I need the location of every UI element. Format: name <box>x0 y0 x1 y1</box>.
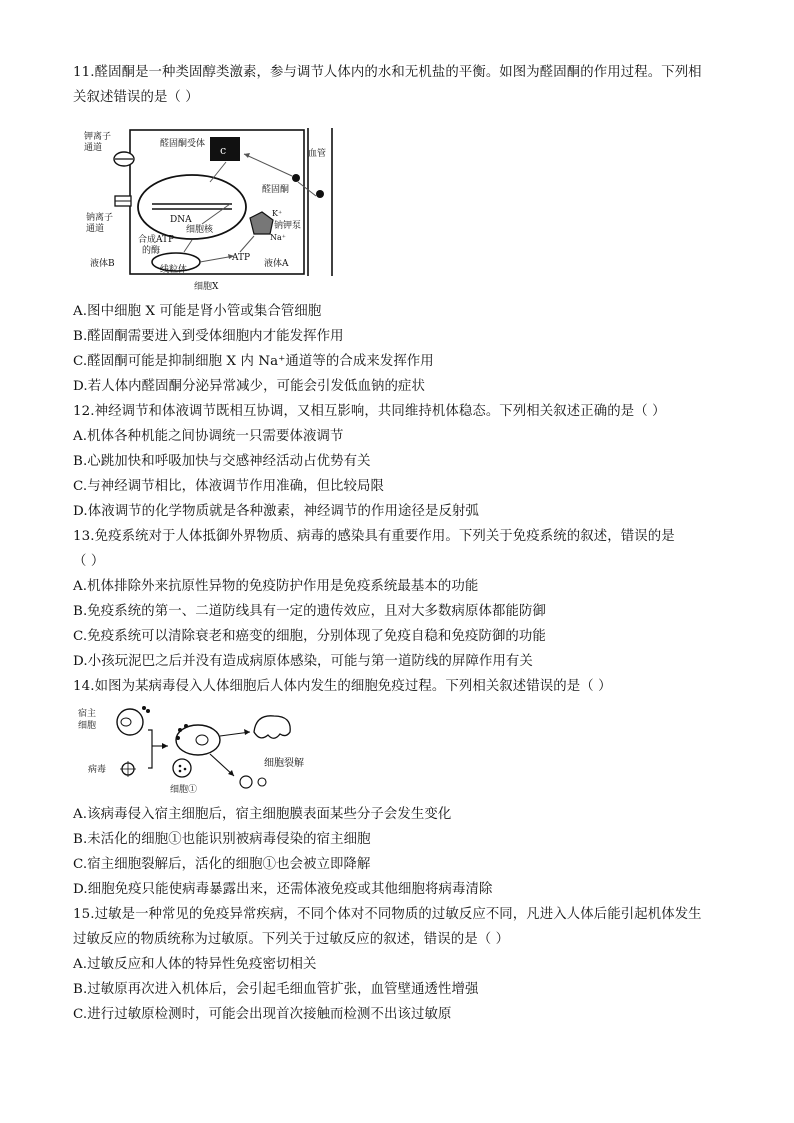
label-k-ion: K⁺ <box>272 209 283 218</box>
label-atp: ATP <box>232 253 251 263</box>
label-k-channel-2: 通道 <box>84 143 103 153</box>
infected-cell-icon <box>176 725 220 755</box>
q11-option-b: B.醛固酮需要进入到受体细胞内才能发挥作用 <box>73 329 344 344</box>
q13-option-a: A.机体排除外来抗原性异物的免疫防护作用是免疫系统最基本的功能 <box>73 579 479 594</box>
q15-option-a: A.过敏反应和人体的特异性免疫密切相关 <box>73 957 317 972</box>
label-fluid-a: 液体A <box>264 259 289 269</box>
q11-option-c: C.醛固酮可能是抑制细胞 X 内 Na⁺通道等的合成来发挥作用 <box>73 354 434 369</box>
cell-immunity-figure <box>76 702 326 798</box>
q11-stem-line1: 11.醛固酮是一种类固醇类激素，参与调节人体内的水和无机盐的平衡。如图为醛固酮的作用过程。下列相 <box>73 65 702 80</box>
label-receptor: 醛固酮受体 <box>160 139 206 149</box>
label-aldosterone: 醛固酮 <box>262 185 290 195</box>
aldosterone-figure <box>82 124 346 294</box>
q14-option-b: B.未活化的细胞①也能识别被病毒侵染的宿主细胞 <box>73 832 371 847</box>
lysed-cell-icon <box>254 716 290 738</box>
label-pump: 钠钾泵 <box>274 221 302 231</box>
label-na-channel: 钠离子 <box>86 213 114 223</box>
q13-stem-line2: （ ） <box>73 554 105 569</box>
q13-option-c: C.免疫系统可以清除衰老和癌变的细胞，分别体现了免疫自稳和免疫防御的功能 <box>73 629 546 644</box>
q12-option-c: C.与神经调节相比，体液调节作用准确，但比较局限 <box>73 479 385 494</box>
q15-stem-line2: 过敏反应的物质统称为过敏原。下列关于过敏反应的叙述，错误的是（ ） <box>73 932 510 947</box>
released-virus-icon <box>240 776 252 788</box>
na-k-pump-icon <box>250 212 273 234</box>
label-fluid-b: 液体B <box>90 259 115 269</box>
q14-option-d: D.细胞免疫只能使病毒暴露出来，还需体液免疫或其他细胞将病毒清除 <box>73 882 493 897</box>
label-atp-enzyme-2: 的酶 <box>142 246 161 256</box>
q12-option-a: A.机体各种机能之间协调统一只需要体液调节 <box>73 429 344 444</box>
label-k-channel: 钾离子 <box>84 132 112 142</box>
q12-stem: 12.神经调节和体液调节既相互协调，又相互影响，共同维持机体稳态。下列相关叙述正确的是（ ） <box>73 404 666 419</box>
label-lysis: 细胞裂解 <box>264 758 304 769</box>
released-virus-icon <box>258 778 266 786</box>
label-vessel: 血管 <box>308 149 327 159</box>
aldosterone-molecule-icon <box>292 174 300 182</box>
q11-option-a: A.图中细胞 X 可能是肾小管或集合管细胞 <box>73 304 322 319</box>
label-host-2: 细胞 <box>78 721 97 731</box>
q11-stem-line2: 关叙述错误的是（ ） <box>73 90 199 105</box>
label-cell-x: 细胞X <box>194 282 219 292</box>
cell-1-icon <box>173 759 191 777</box>
q12-option-d: D.体液调节的化学物质就是各种激素，神经调节的作用途径是反射弧 <box>73 504 479 519</box>
label-cell-1: 细胞① <box>170 785 198 795</box>
label-na-ion: Na⁺ <box>270 233 286 242</box>
label-host: 宿主 <box>78 709 97 719</box>
label-dna: DNA <box>170 215 192 225</box>
q13-option-d: D.小孩玩泥巴之后并没有造成病原体感染，可能与第一道防线的屏障作用有关 <box>73 654 533 669</box>
label-na-channel-2: 通道 <box>86 224 105 234</box>
q15-option-b: B.过敏原再次进入机体后，会引起毛细血管扩张，血管壁通透性增强 <box>73 982 479 997</box>
q11-option-d: D.若人体内醛固酮分泌异常减少，可能会引发低血钠的症状 <box>73 379 425 394</box>
svg-text:c: c <box>220 144 227 157</box>
label-atp-enzyme: 合成ATP <box>138 235 175 245</box>
q14-option-c: C.宿主细胞裂解后，活化的细胞①也会被立即降解 <box>73 857 371 872</box>
q12-option-b: B.心跳加快和呼吸加快与交感神经活动占优势有关 <box>73 454 371 469</box>
aldosterone-molecule-icon <box>316 190 324 198</box>
q15-option-c: C.进行过敏原检测时，可能会出现首次接触而检测不出该过敏原 <box>73 1007 452 1022</box>
q13-option-b: B.免疫系统的第一、二道防线具有一定的遗传效应，且对大多数病原体都能防御 <box>73 604 546 619</box>
q15-stem-line1: 15.过敏是一种常见的免疫异常疾病，不同个体对不同物质的过敏反应不同，凡进入人体后能引起机体发生 <box>73 907 702 922</box>
label-nucleus: 细胞核 <box>186 225 214 235</box>
label-virus: 病毒 <box>88 765 107 775</box>
q14-option-a: A.该病毒侵入宿主细胞后，宿主细胞膜表面某些分子会发生变化 <box>73 807 452 822</box>
q13-stem-line1: 13.免疫系统对于人体抵御外界物质、病毒的感染具有重要作用。下列关于免疫系统的叙述，错误的是 <box>73 529 675 544</box>
label-mitochondrion: 线粒体 <box>160 265 188 275</box>
q14-stem: 14.如图为某病毒侵入人体细胞后人体内发生的细胞免疫过程。下列相关叙述错误的是（ ） <box>73 679 612 694</box>
